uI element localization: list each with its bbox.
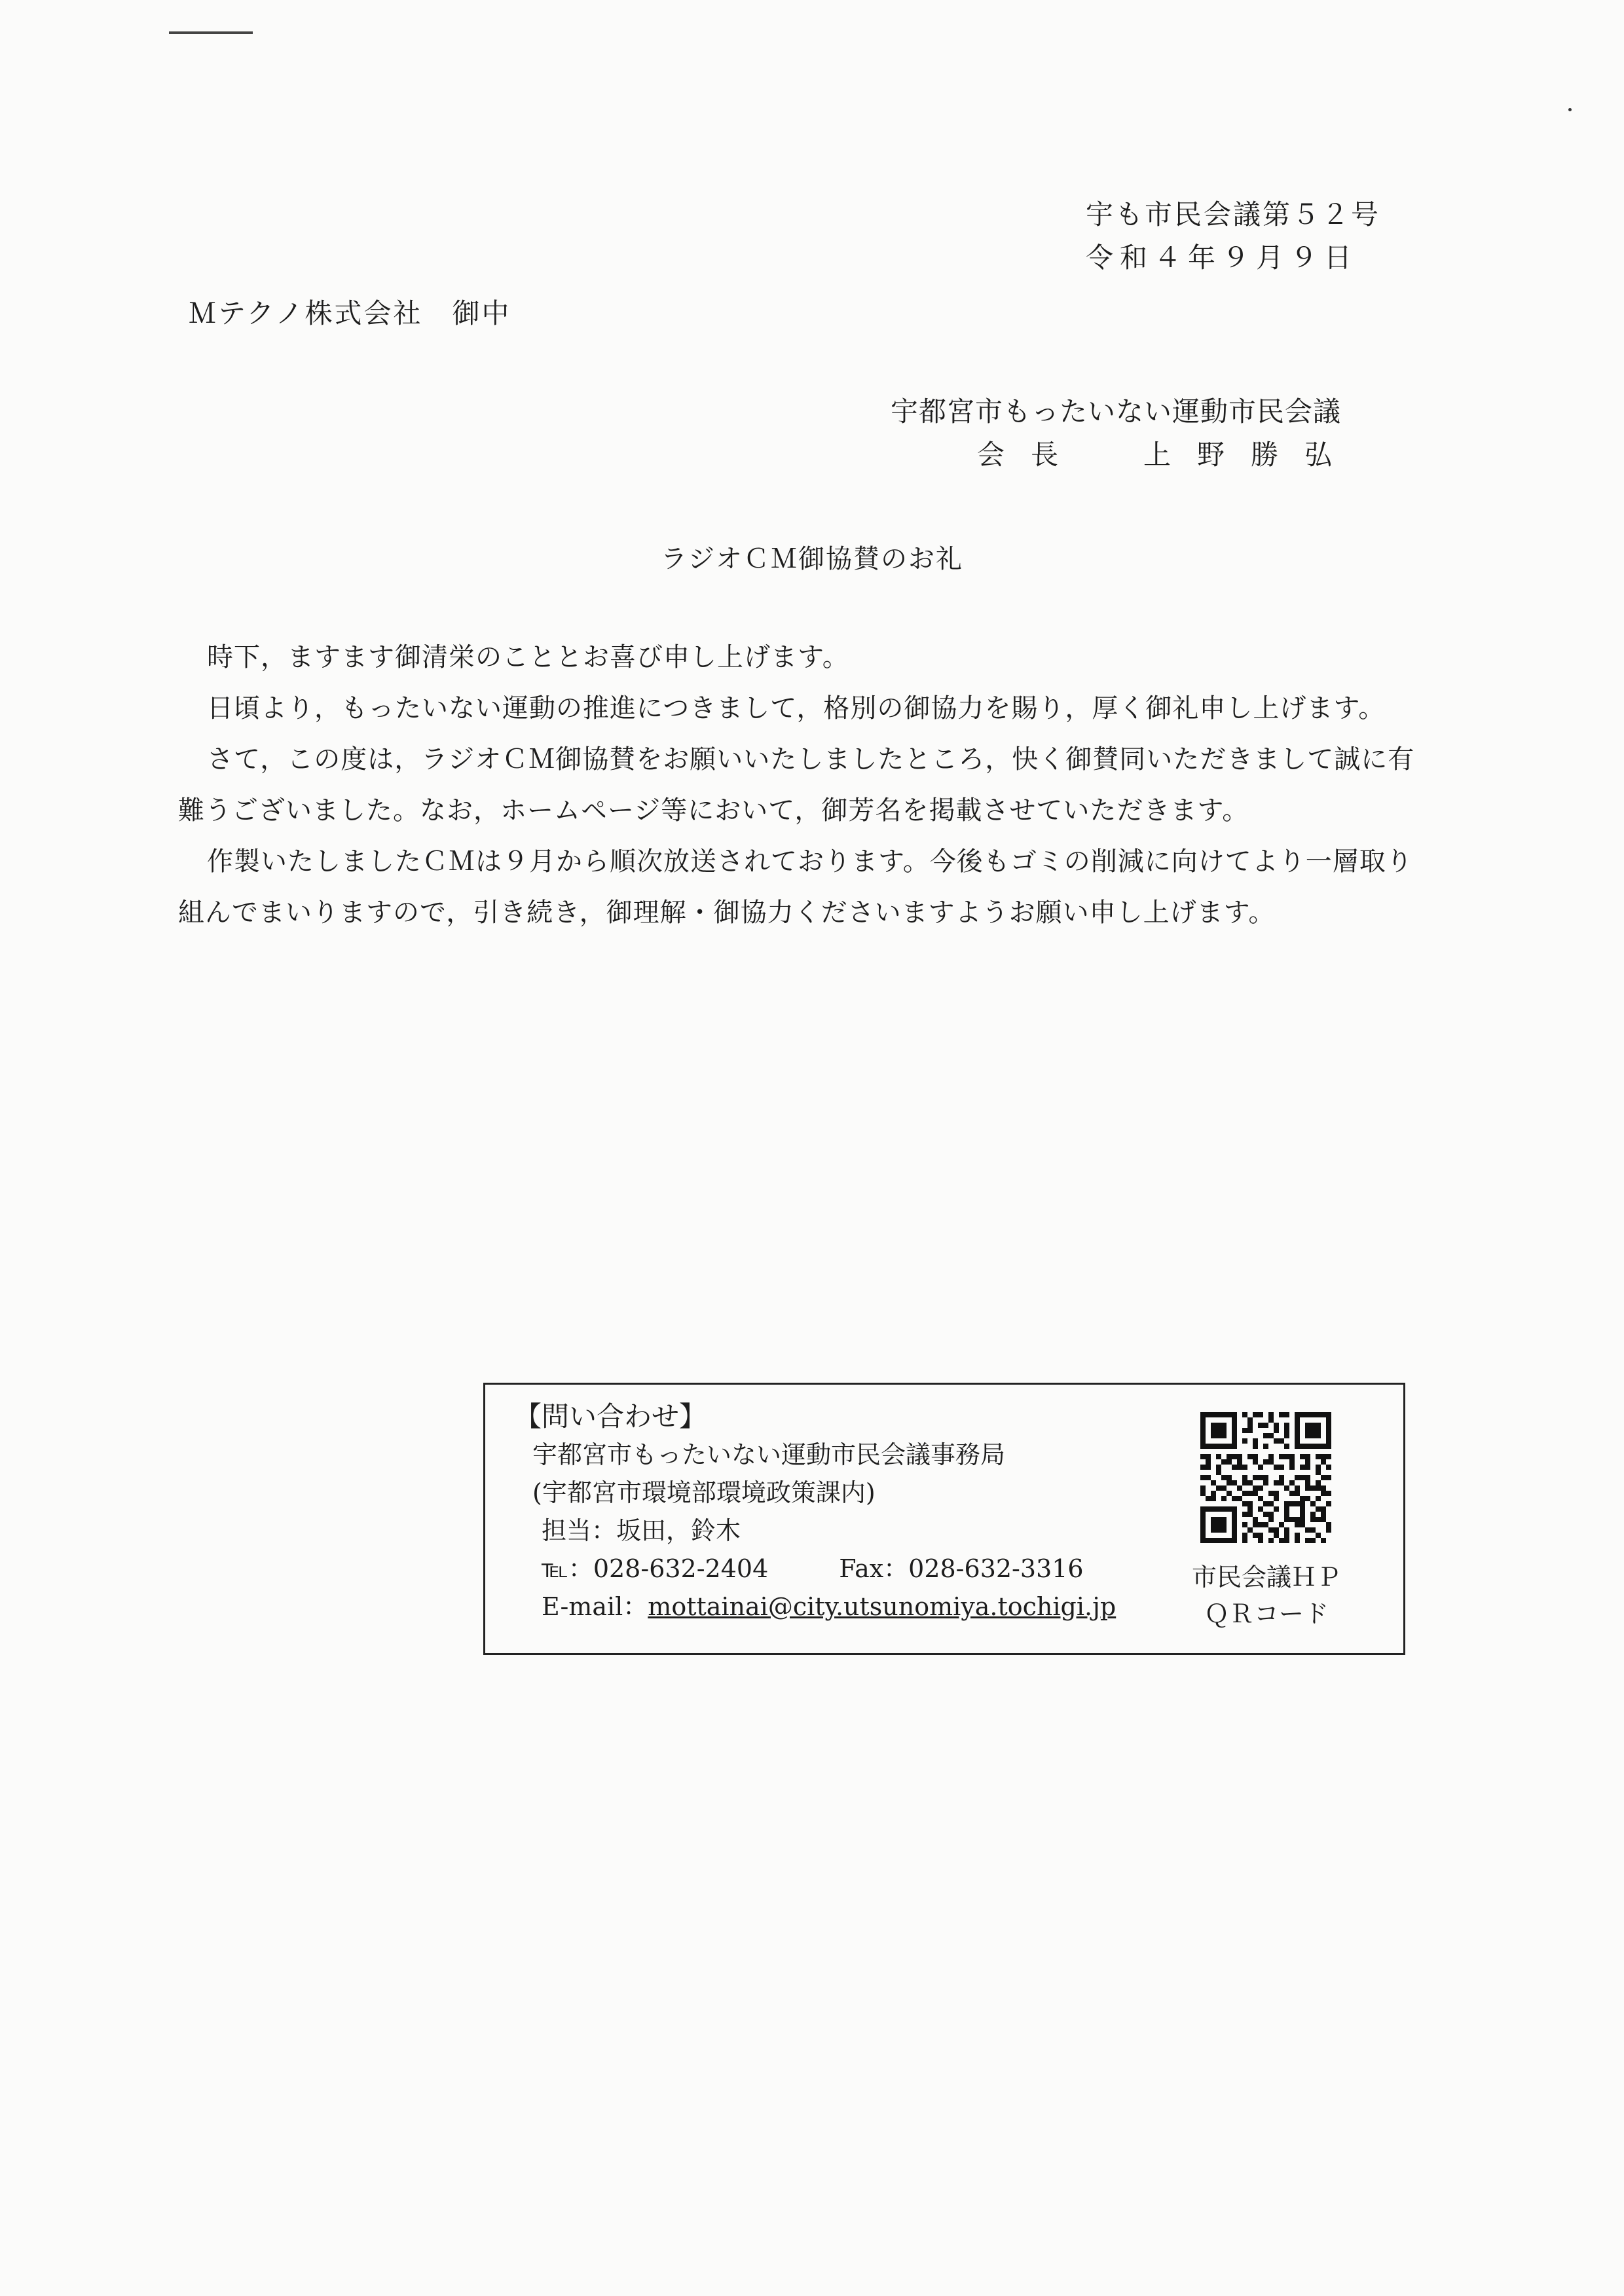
scan-speck — [1568, 108, 1572, 111]
contact-fax: Fax：028-632-3316 — [839, 1554, 1084, 1583]
document-date: 令和４年９月９日 — [1085, 242, 1358, 274]
body-paragraph: 日頃より，もったいない運動の推進につきまして，格別の御協力を賜り，厚く御礼申し上げます。 — [207, 693, 1386, 723]
contact-email-link[interactable]: mottainai@city.utsunomiya.tochigi.jp — [648, 1592, 1116, 1621]
letter-title: ラジオＣＭ御協賛のお礼 — [661, 544, 963, 574]
contact-email-label: E-mail： — [542, 1592, 648, 1621]
qr-caption-line-1: 市民会議ＨＰ — [1191, 1563, 1341, 1592]
body-paragraph: 時下，ますます御清栄のこととお喜び申し上げます。 — [207, 642, 849, 672]
contact-person: 担当：坂田，鈴木 — [542, 1516, 741, 1545]
sender-block — [891, 390, 1358, 477]
letter-body — [178, 632, 1422, 938]
contact-tel: ℡：028-632-2404 — [542, 1554, 769, 1583]
contact-box — [483, 1383, 1405, 1655]
sender-organization: 宇都宮市もったいない運動市民会議 — [891, 395, 1342, 428]
contact-heading: 【問い合わせ】 — [514, 1400, 707, 1432]
recipient-line: Ｍテクノ株式会社 御中 — [189, 297, 511, 329]
body-paragraph: さて，この度は，ラジオＣＭ御協賛をお願いいたしましたところ，快く御賛同いただきまして誠に有難うございました。なお，ホームページ等において，御芳名を掲載させていただきます。 — [178, 744, 1415, 826]
qr-caption-line-2: ＱＲコード — [1204, 1599, 1329, 1628]
qr-code-icon[interactable] — [1200, 1412, 1331, 1543]
president-title: 会長 — [977, 439, 1085, 471]
contact-email-row — [532, 1588, 1116, 1626]
contact-lines — [532, 1436, 1116, 1626]
body-paragraph: 作製いたしましたＣＭは９月から順次放送されております。今後もゴミの削減に向けてより一層取り組んでまいりますので，引き続き，御理解・御協力くださいますようお願い申し上げます。 — [178, 847, 1413, 928]
president-name: 上野勝弘 — [1143, 439, 1359, 471]
document-number: 宇も市民会議第５２号 — [1085, 198, 1380, 230]
contact-office-note: (宇都宮市環境部環境政策課内) — [532, 1478, 876, 1507]
qr-caption — [1178, 1559, 1355, 1632]
contact-phone-row — [532, 1550, 1116, 1588]
scan-artifact-line — [169, 31, 253, 34]
contact-office: 宇都宮市もったいない運動市民会議事務局 — [532, 1440, 1006, 1469]
sender-president — [891, 433, 1358, 477]
reference-block — [1086, 193, 1380, 280]
